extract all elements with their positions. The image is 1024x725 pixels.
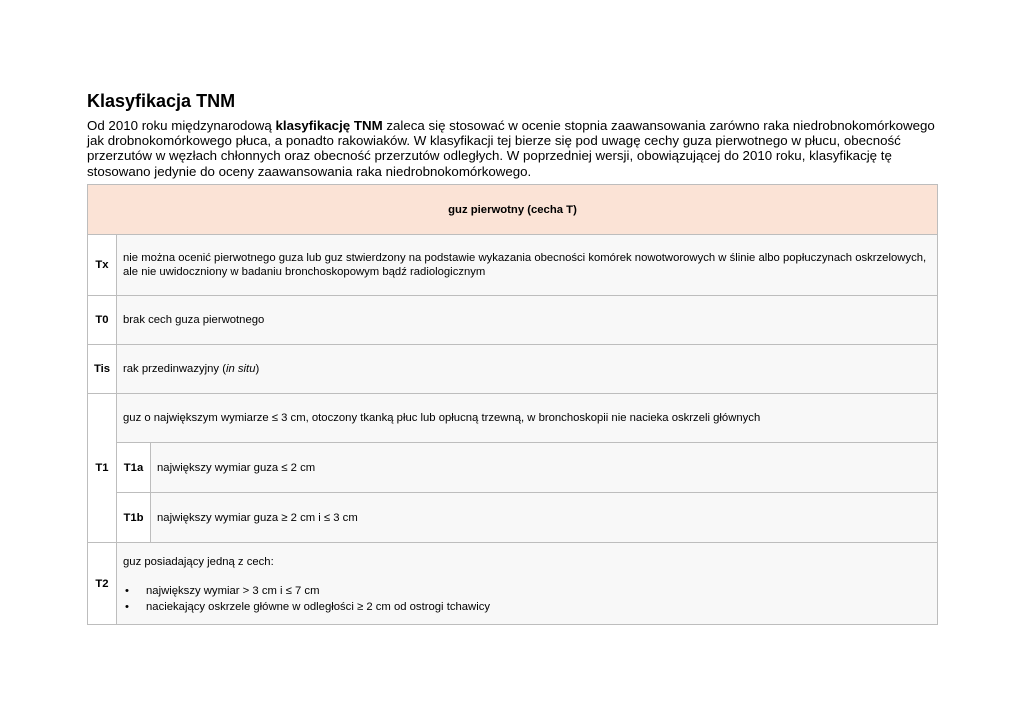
code-cell-tis: Tis [88, 345, 117, 394]
table-header-cell: guz pierwotny (cecha T) [88, 185, 938, 235]
code-cell-t0: T0 [88, 296, 117, 345]
tis-desc-italic: in situ [225, 363, 256, 375]
t2-bullet-list [123, 583, 931, 615]
page-title: Klasyfikacja TNM [87, 91, 236, 111]
table-row-t1b [88, 493, 938, 543]
desc-cell-t0: brak cech guza pierwotnego [117, 296, 938, 345]
list-item-text: naciekający oskrzele główne w odległości ≥ 2 cm od ostrogi tchawicy [146, 600, 491, 613]
desc-cell-tx: nie można ocenić pierwotnego guza lub guz stwierdzony na podstawie wykazania obecności komórek nowotworowych w ślinie albo popłuczynach oskrzelowych, ale nie uwidoczniony w badaniu bronchoskopowym bądź radiologicznym [117, 235, 938, 296]
desc-cell-t1b: największy wymiar guza ≥ 2 cm i ≤ 3 cm [151, 493, 938, 543]
tis-desc-end: ) [255, 363, 260, 375]
list-item-text: największy wymiar > 3 cm i ≤ 7 cm [146, 584, 320, 597]
desc-cell-t1: guz o największym wymiarze ≤ 3 cm, otoczony tkanką płuc lub opłucną trzewną, w bronchoskopii nie nacieka oskrzeli głównych [117, 394, 938, 443]
tnm-table [87, 184, 938, 625]
code-cell-tx: Tx [88, 235, 117, 296]
intro-paragraph [87, 118, 937, 179]
desc-cell-tis [117, 345, 938, 394]
bullet-icon: • [125, 600, 129, 613]
table-row-t2 [88, 543, 938, 625]
intro-text-start: Od 2010 roku międzynarodową [87, 118, 276, 133]
desc-cell-t1a: największy wymiar guza ≤ 2 cm [151, 443, 938, 493]
table-row-tis [88, 345, 938, 394]
code-cell-t1a: T1a [117, 443, 151, 493]
desc-cell-t2 [117, 543, 938, 625]
table-row-t1 [88, 394, 938, 443]
list-item [123, 599, 931, 615]
table-header-row [88, 185, 938, 235]
bullet-icon: • [125, 584, 129, 597]
table-row-t0 [88, 296, 938, 345]
tis-desc-start: rak przedinwazyjny ( [123, 363, 226, 375]
code-cell-t2: T2 [88, 543, 117, 625]
code-cell-t1b: T1b [117, 493, 151, 543]
list-item [123, 583, 931, 599]
t2-lead-text: guz posiadający jedną z cech: [123, 555, 274, 568]
intro-text-rest: zaleca się stosować w ocenie stopnia zaawansowania zarówno raka niedrobnokomórkowego jak drobnokomórkowego płuca, a ponadto rakowiaków. W klasyfikacji tej bierze się pod uwagę cechy guza pierwotnego w płucu, obecność przerzutów w węzłach chłonnych oraz obecność przerzutów odległych. W poprzedniej wersji, obowiązującej do 2010 roku, klasyfikację tę stosowano jedynie do oceny zaawansowania raka niedrobnokomórkowego. [87, 118, 935, 179]
table-row-tx [88, 235, 938, 296]
code-cell-t1: T1 [88, 394, 117, 543]
table-row-t1a [88, 443, 938, 493]
intro-bold-term: klasyfikację TNM [275, 118, 383, 133]
